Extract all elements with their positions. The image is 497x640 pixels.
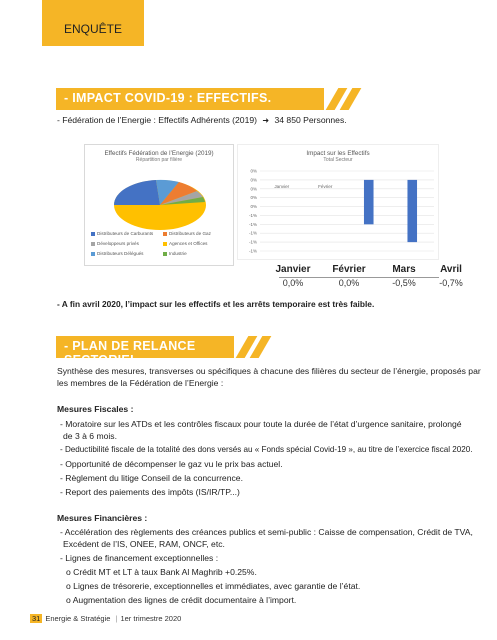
- fiscal-item: - Moratoire sur les ATDs et les contrôles fiscaux pour toute la durée de l’état d’urgence sanitaire, prolongé: [60, 419, 462, 429]
- fiscal-item: - Opportunité de décompenser le gaz vu le prix bas actuel.: [60, 459, 283, 469]
- y-tick-label: -1%: [248, 248, 257, 254]
- pie-chart-subtitle: Répartition par filière: [135, 157, 183, 163]
- section-title: - PLAN DE RELANCE SECTORIEL.: [64, 339, 196, 367]
- stats-divider: [279, 277, 439, 278]
- stat-month: Avril: [440, 264, 462, 275]
- banner-stripes-decoration: [326, 88, 356, 110]
- legend-item: Industrie: [163, 251, 187, 256]
- pie-chart-panel: [84, 144, 234, 266]
- stat-value: -0,5%: [392, 278, 416, 288]
- financial-item: - Accélération des règlements des créances publics et semi-public : Caisse de compensation, Crédit de TVA,: [60, 527, 473, 537]
- bar-mars: [364, 180, 374, 224]
- legend-item: Développeurs privés: [91, 241, 139, 246]
- legend-item: Distributeurs Délégués: [91, 251, 143, 256]
- intro-line: les membres de la Fédération de l’Energie :: [57, 378, 224, 388]
- bar-avril: [407, 180, 417, 242]
- y-tick-label: 0%: [250, 177, 257, 183]
- y-tick-label: 0%: [250, 186, 257, 192]
- stat-value: 0,0%: [282, 278, 304, 288]
- financial-item: - Lignes de financement exceptionnelles :: [60, 553, 219, 563]
- legend-item: Agences et Offices: [163, 241, 207, 246]
- federation-label: - Fédération de l’Energie : Effectifs Adhérents (2019): [57, 115, 257, 125]
- federation-line: [57, 114, 347, 127]
- fiscal-item: - Règlement du litige Conseil de la concurrence.: [60, 473, 243, 483]
- bar-chart-subtitle: Total Secteur: [323, 157, 353, 163]
- financial-item: o Lignes de trésorerie, exceptionnelles et immédiates, avec garantie de l’état.: [66, 581, 361, 591]
- y-tick-label: -1%: [248, 212, 257, 218]
- page-number: 31: [32, 614, 41, 623]
- arrow-icon: ➜: [262, 116, 270, 125]
- conclusion-text: - A fin avril 2020, l’impact sur les effectifs et les arrêts temporaire est très faible.: [57, 299, 375, 309]
- bar-chart-panel: [237, 144, 439, 260]
- section-banner-impact: [56, 88, 324, 110]
- federation-value: 34 850 Personnes.: [274, 115, 347, 125]
- legend-item: Distributeurs de Gaz: [163, 231, 211, 236]
- y-tick-label: -1%: [248, 221, 257, 227]
- section-title: - IMPACT COVID-19 : EFFECTIFS.: [64, 91, 272, 105]
- fiscal-item: - Report des paiements des impôts (IS/IR/TP...): [60, 487, 240, 497]
- bar-chart-title: Impact sur les Effectifs: [306, 150, 370, 157]
- pie-chart: [85, 165, 233, 235]
- stat-value: 0,0%: [338, 278, 360, 288]
- section-tab: [42, 0, 144, 46]
- footer: [30, 614, 181, 623]
- banner-stripes-decoration: [236, 336, 266, 358]
- stat-avril: [421, 264, 481, 288]
- y-tick-label: 0%: [250, 168, 257, 174]
- footer-divider: |: [115, 614, 118, 623]
- pie-slice-carburants: [114, 180, 160, 205]
- publication-name: Energie & Stratégie: [45, 614, 111, 623]
- pie-chart-title: Effectifs Fédération de l’Energie (2019): [104, 150, 214, 157]
- section-banner-relance: [56, 336, 234, 367]
- financial-item: o Augmentation des lignes de crédit documentaire à l’import.: [66, 595, 297, 605]
- stat-month: Février: [332, 264, 366, 275]
- fiscal-heading: Mesures Fiscales :: [57, 404, 134, 414]
- financial-item: o Crédit MT et LT à taux Bank Al Maghrib +0.25%.: [66, 567, 257, 577]
- y-tick-label: -1%: [248, 239, 257, 245]
- financial-heading: Mesures Financières :: [57, 513, 148, 523]
- bar-chart: [238, 167, 438, 257]
- x-category-label: Février: [318, 183, 333, 189]
- legend-item: Distributeurs de Carburants: [91, 231, 153, 236]
- stat-month: Janvier: [275, 264, 311, 275]
- intro-line: Synthèse des mesures, transverses ou spécifiques à chacune des filières du secteur de l’énergie, proposés par: [57, 366, 481, 376]
- stat-month: Mars: [392, 264, 416, 275]
- stat-fevrier: [319, 264, 379, 288]
- stat-value: -0,7%: [439, 278, 463, 288]
- financial-item: Excédent de l’IS, ONEE, RAM, ONCF, etc.: [63, 539, 225, 549]
- y-tick-label: 0%: [250, 195, 257, 201]
- issue-label: 1er trimestre 2020: [120, 614, 182, 623]
- fiscal-item: de 3 à 6 mois.: [63, 431, 117, 441]
- y-tick-label: 0%: [250, 204, 257, 210]
- x-category-label: Janvier: [274, 183, 290, 189]
- stat-janvier: [263, 264, 323, 288]
- y-tick-label: -1%: [248, 230, 257, 236]
- fiscal-item: - Deductibilité fiscale de la totalité des dons versés au « Fonds spécial Covid-19 », au titre de l’exercice fiscal 2020.: [60, 445, 473, 454]
- section-tab-label: ENQUÊTE: [63, 22, 122, 36]
